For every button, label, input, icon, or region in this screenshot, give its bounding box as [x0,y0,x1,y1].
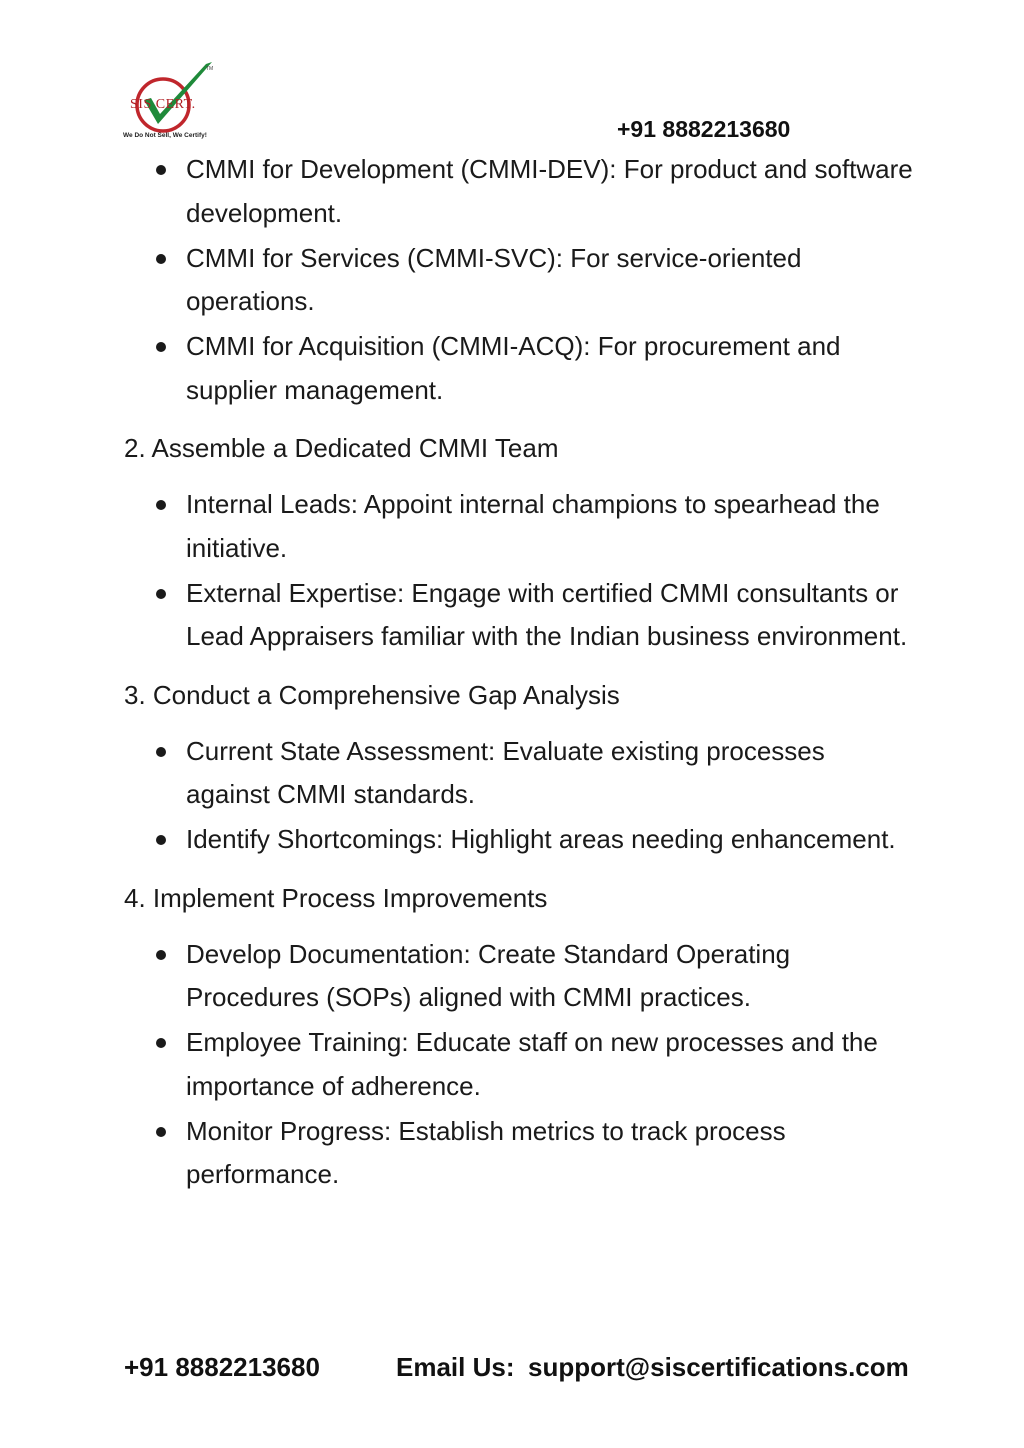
list-item [124,1021,914,1108]
logo-trademark: TM [206,66,214,72]
list-item [124,325,914,412]
bullet-icon [156,950,166,960]
footer-email-label: Email Us: [396,1352,515,1382]
header-phone: +91 8882213680 [617,116,791,142]
section-heading: 4. Implement Process Improvements [124,882,548,913]
list-item [124,1110,914,1197]
section-heading: 2. Assemble a Dedicated CMMI Team [124,433,559,463]
bullet-list [124,933,914,1197]
list-item [124,483,914,570]
list-item [124,730,914,817]
bullet-icon [156,342,166,352]
bullet-text: Employee Training: Educate staff on new processes and the importance of adherence. [186,1027,878,1101]
document-body [124,148,914,1198]
bullet-icon [156,254,166,264]
bullet-text: Develop Documentation: Create Standard Operating Procedures (SOPs) aligned with CMMI practices. [186,938,791,1012]
bullet-text: CMMI for Acquisition (CMMI-ACQ): For procurement and supplier management. [186,331,841,405]
bullet-icon [156,589,166,599]
section-heading: 3. Conduct a Comprehensive Gap Analysis [124,679,620,710]
list-item [124,572,914,659]
intro-bullet-list [124,148,914,412]
bullet-text: Monitor Progress: Establish metrics to track process performance. [186,1115,786,1189]
bullet-icon [156,1127,166,1137]
bullet-icon [156,747,166,757]
section-process-improvements [124,877,914,1197]
logo-tagline: We Do Not Sell, We Certify! [123,132,207,139]
bullet-text: External Expertise: Engage with certified CMMI consultants or Lead Appraisers familiar with the Indian business environment. [186,577,908,651]
bullet-icon [156,1038,166,1048]
list-item [124,818,914,862]
section-team [124,427,914,659]
logo-brand-text: SIS CERT. [130,97,196,112]
company-logo [118,56,218,142]
list-item [124,933,914,1020]
list-item [124,237,914,324]
bullet-icon [156,835,166,845]
bullet-text: Internal Leads: Appoint internal champions to spearhead the initiative. [186,489,880,563]
bullet-text: CMMI for Services (CMMI-SVC): For service-oriented operations. [186,242,802,316]
bullet-text: Identify Shortcomings: Highlight areas needing enhancement. [186,824,896,854]
footer-email-link[interactable]: support@siscertifications.com [528,1352,909,1382]
footer-phone: +91 8882213680 [124,1352,320,1382]
bullet-list [124,483,914,659]
list-item [124,148,914,235]
bullet-text: CMMI for Development (CMMI-DEV): For product and software development. [186,154,913,228]
bullet-icon [156,500,166,510]
bullet-icon [156,165,166,175]
bullet-list [124,730,914,862]
section-gap-analysis [124,674,914,862]
bullet-text: Current State Assessment: Evaluate existing processes against CMMI standards. [186,735,825,809]
